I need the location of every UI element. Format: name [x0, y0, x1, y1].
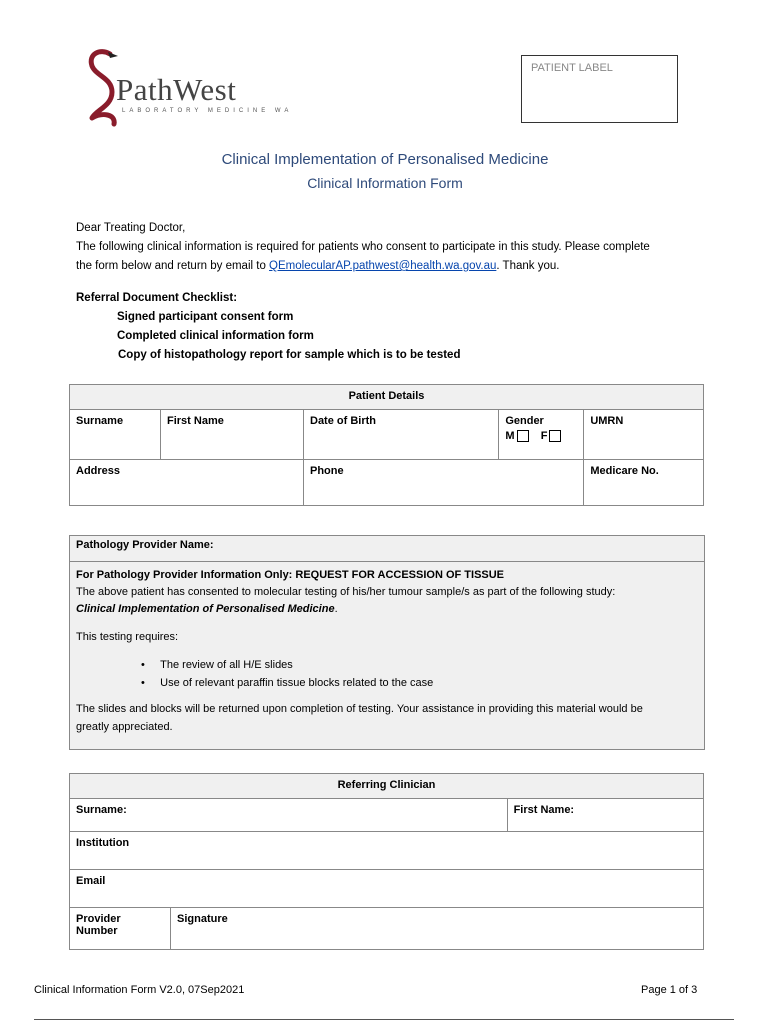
pathology-closing2: greatly appreciated. [76, 721, 173, 733]
patient-details-header: Patient Details [70, 385, 704, 410]
footer-version: Clinical Information Form V2.0, 07Sep2021 [34, 984, 245, 996]
pathology-heading: For Pathology Provider Information Only: REQUEST FOR ACCESSION OF TISSUE [76, 569, 505, 581]
pathology-section [69, 535, 705, 750]
provider-number-field[interactable]: Provider Number [70, 908, 171, 950]
ref-first-name-field[interactable]: First Name: [507, 799, 703, 832]
divider [70, 561, 704, 562]
phone-field[interactable]: Phone [304, 460, 584, 506]
patient-details-table [69, 384, 704, 506]
bullet-item: • The review of all H/E slides [141, 659, 293, 671]
patient-label-text: PATIENT LABEL [531, 62, 613, 74]
gender-field [499, 410, 584, 460]
logo-text: PathWest [116, 72, 237, 107]
surname-field[interactable]: Surname [70, 410, 161, 460]
ref-surname-field[interactable]: Surname: [70, 799, 508, 832]
gender-m-checkbox[interactable] [517, 430, 529, 442]
institution-field[interactable]: Institution [70, 832, 704, 870]
intro-line1: The following clinical information is required for patients who consent to participate in this study. Please complete [76, 241, 650, 253]
email-field[interactable]: Email [70, 870, 704, 908]
referring-clinician-table [69, 773, 704, 950]
gender-m-label: M [505, 430, 515, 442]
email-link[interactable]: QEmolecularAP.pathwest@health.wa.gov.au [269, 260, 497, 272]
logo-subtitle: LABORATORY MEDICINE WA [122, 108, 293, 114]
pathology-study: Clinical Implementation of Personalised Medicine. [76, 603, 338, 615]
signature-field[interactable]: Signature [171, 908, 704, 950]
greeting: Dear Treating Doctor, [76, 222, 186, 234]
umrn-field[interactable]: UMRN [584, 410, 704, 460]
checklist-item: Copy of histopathology report for sample which is to be tested [118, 349, 461, 361]
medicare-field[interactable]: Medicare No. [584, 460, 704, 506]
address-field[interactable]: Address [70, 460, 304, 506]
referring-header: Referring Clinician [70, 774, 704, 799]
checklist-item: Signed participant consent form [117, 311, 294, 323]
dob-field[interactable]: Date of Birth [304, 410, 499, 460]
footer-divider [34, 1019, 734, 1020]
footer-page: Page 1 of 3 [641, 984, 698, 996]
gender-f-label: F [540, 430, 548, 442]
checklist [76, 289, 716, 365]
first-name-field[interactable]: First Name [161, 410, 304, 460]
document-title: Clinical Implementation of Personalised Medicine [221, 151, 549, 168]
patient-label-box [521, 55, 678, 123]
intro-line2: the form below and return by email to QEmolecularAP.pathwest@health.wa.gov.au. Thank you. [76, 260, 560, 272]
checklist-heading: Referral Document Checklist: [76, 292, 238, 304]
document-subtitle: Clinical Information Form [307, 175, 463, 191]
pathology-requires: This testing requires: [76, 631, 179, 643]
checklist-item: Completed clinical information form [117, 330, 314, 342]
bullet-item: • Use of relevant paraffin tissue blocks related to the case [141, 677, 434, 689]
gender-label: Gender [505, 415, 544, 427]
pathology-line1: The above patient has consented to molecular testing of his/her tumour sample/s as part of the following study: [76, 586, 616, 598]
intro-paragraph [76, 219, 716, 276]
gender-f-checkbox[interactable] [549, 430, 561, 442]
pathology-provider-name[interactable]: Pathology Provider Name: [76, 539, 214, 551]
pathology-closing1: The slides and blocks will be returned upon completion of testing. Your assistance in providing this material would be [76, 703, 643, 715]
